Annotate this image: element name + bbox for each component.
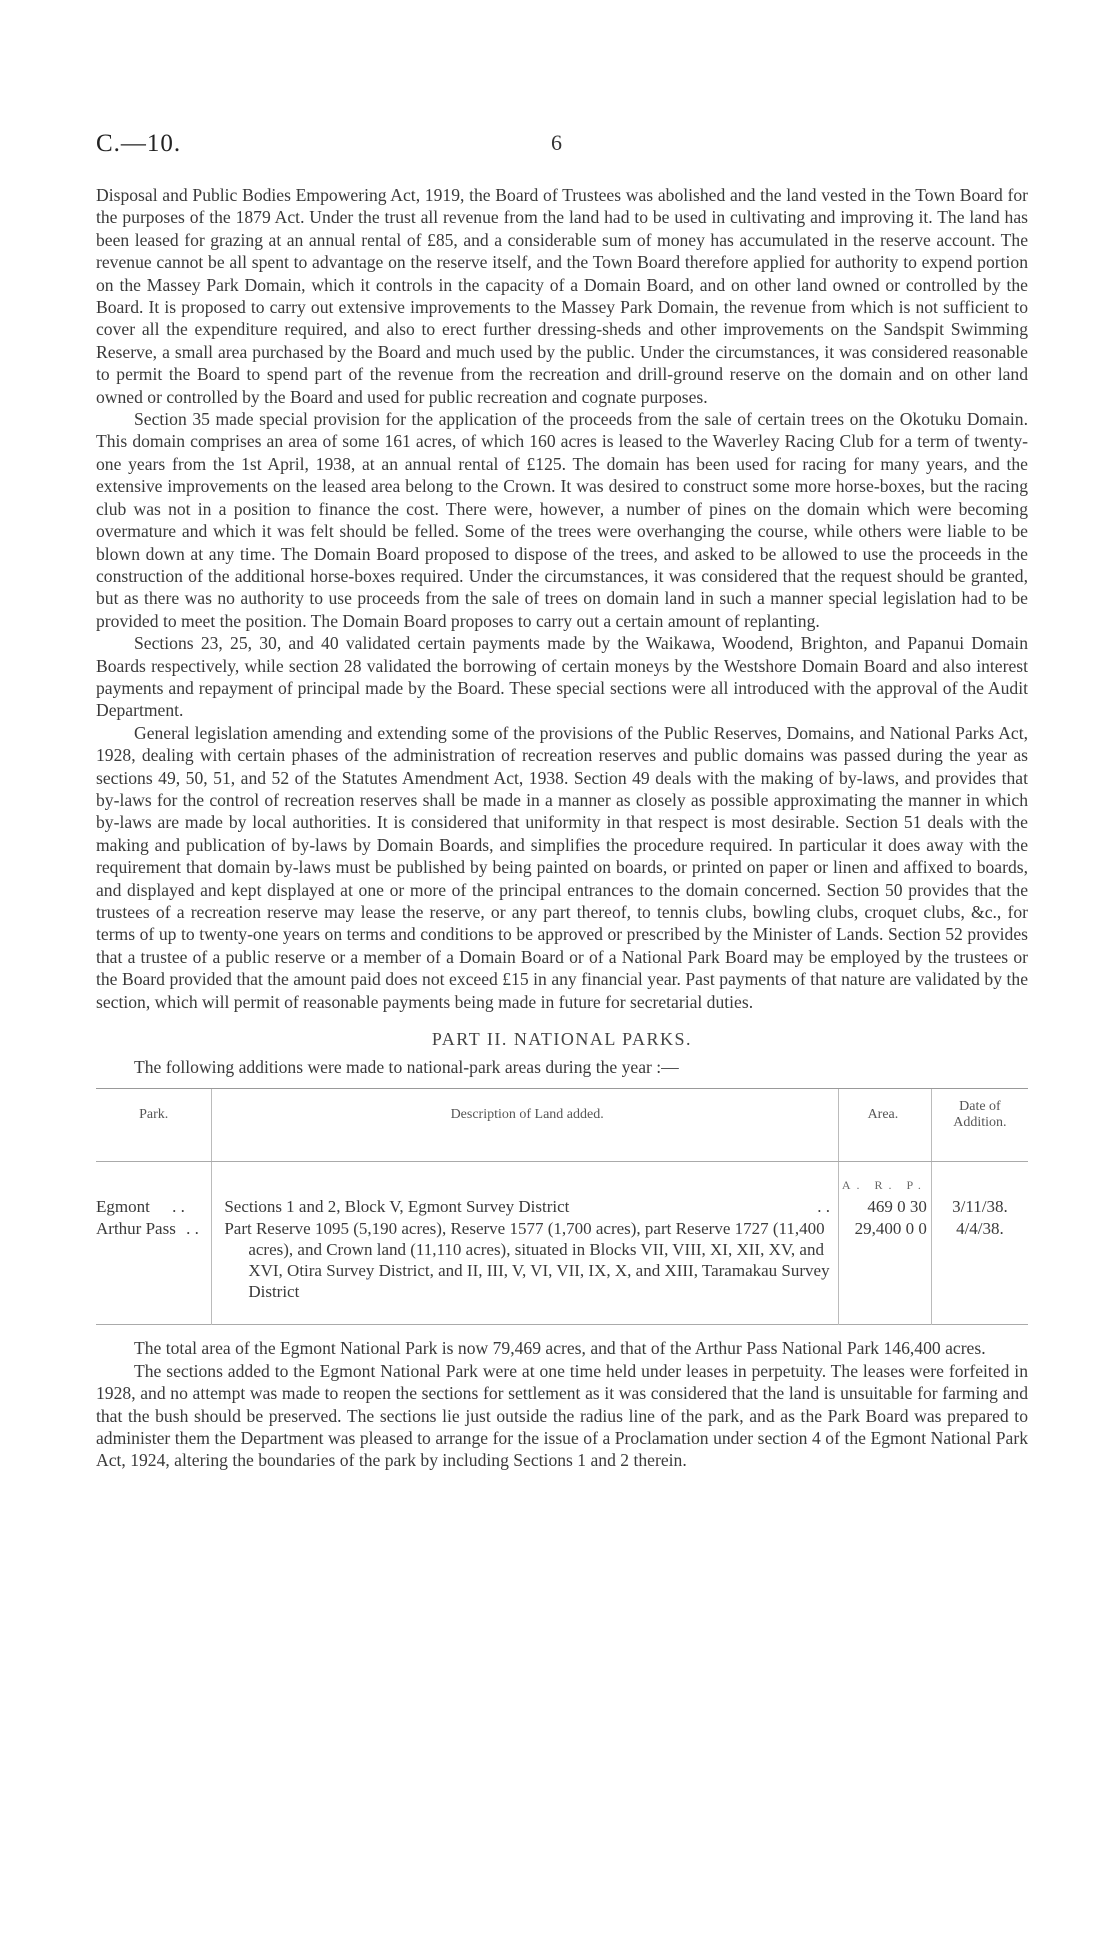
dot-leader: . . [186,1218,199,1238]
row-area [838,1162,931,1218]
dot-leader: . . [172,1197,185,1217]
page-number: 6 [551,130,562,155]
header-area: Area. [838,1089,931,1162]
row-description [212,1162,839,1218]
row-park [96,1162,212,1218]
paragraph-section-35: Section 35 made special provision for the application of the proceeds from the sale of certain trees on the Okotuku Domain. This domain comprises an area of some 161 acres, of which 160 acres is leased to the Waverley Racing Club for a term of twenty-one years from the 1st April, 1938, at an annual rental of £125. The domain has been used for racing for many years, and the extensive improvements on the leased area belong to the Crown. It was desired to construct some more horse-boxes, but the racing club was not in a position to finance the cost. There were, however, a number of pines on the domain which were becoming overmature and which it was felt should be felled. Some of the trees were overhanging the course, while others were liable to be blown down at any time. The Domain Board proposed to dispose of the trees, and asked to be allowed to use the proceeds in the construction of the additional horse-boxes required. Under the circumstances, it was considered that the request should be granted, but as there was no authority to use proceeds from the sale of trees on domain land in such a manner special legislation had to be provided to meet the position. The Domain Board proposes to carry out a certain amount of replanting. [96,409,1028,631]
description-text: Part Reserve 1095 (5,190 acres), Reserve 1577 (1,700 acres), part Reserve 1727 (11,400 acres), and Crown land (11,110 acres), situated in Blocks VII, VIII, XI, XII, XV, and XVI, Otira Survey District, and II, III, V, VI, VII, IX, X, and XIII, Taramakau Survey District [224,1218,830,1302]
table-row [96,1162,1028,1218]
report-reference: C.—10. [96,130,182,157]
row-date: 4/4/38. [931,1218,1028,1325]
paragraph-total-area: The total area of the Egmont National Park is now 79,469 acres, and that of the Arthur Pass National Park 146,400 acres. [134,1338,986,1359]
national-parks-table [96,1088,1028,1325]
row-date: 3/11/38. [931,1162,1028,1218]
description-text: Sections 1 and 2, Block V, Egmont Survey District [224,1197,570,1217]
area-units: A. R. P. [841,1178,927,1193]
row-description [212,1218,839,1325]
header-date: Date of Addition. [931,1089,1028,1162]
area-value: 469 0 30 [867,1197,927,1217]
part-heading: PART II. NATIONAL PARKS. [431,1029,693,1050]
header-park: Park. [96,1089,212,1162]
table-header-row [96,1089,1028,1162]
dot-leader: . . [817,1197,830,1217]
paragraph-continued: Disposal and Public Bodies Empowering Act, 1919, the Board of Trustees was abolished and the land vested in the Town Board for the purposes of the 1879 Act. Under the trust all revenue from the land had to be used in cultivating and improving it. The land has been leased for grazing at an annual rental of £85, and a considerable sum of money has accumulated in the reserve account. The revenue cannot be all spent to advantage on the reserve itself, and the Town Board therefore applied for authority to expend portion on the Massey Park Domain, which it controls in the capacity of a Domain Board, and on other land owned or controlled by the Board. It is proposed to carry out extensive improvements to the Massey Park Domain, the revenue from which is not sufficient to cover all the expenditure required, and also to erect further dressing-sheds and other improvements on the Sandspit Swimming Reserve, a small area purchased by the Board and much used by the public. Under the circumstances, it was considered reasonable to permit the Board to spend part of the revenue from the recreation and drill-ground reserve on the domain and on other land owned or controlled by the Board and used for public recreation and cognate purposes. [96,185,1028,407]
park-name: Arthur Pass [96,1218,176,1238]
row-area: 29,400 0 0 [838,1218,931,1325]
park-name: Egmont [96,1197,150,1217]
table-row [96,1218,1028,1325]
header-description: Description of Land added. [212,1089,839,1162]
paragraph-validations: Sections 23, 25, 30, and 40 validated certain payments made by the Waikawa, Woodend, Brighton, and Papanui Domain Boards respectively, while section 28 validated the borrowing of certain moneys by the Westshore Domain Board and also interest payments and repayment of principal made by the Board. These special sections were all introduced with the approval of the Audit Department. [96,633,1028,721]
row-park [96,1218,212,1325]
paragraph-egmont-sections: The sections added to the Egmont National Park were at one time held under leases in perpetuity. The leases were forfeited in 1928, and no attempt was made to reopen the sections for settlement as it was considered that the land is unsuitable for farming and that the bush should be preserved. The sections lie just outside the radius line of the park, and as the Park Board was prepared to administer them the Department was pleased to arrange for the issue of a Proclamation under section 4 of the Egmont National Park Act, 1924, altering the boundaries of the park by including Sections 1 and 2 therein. [96,1360,1028,1471]
table-intro: The following additions were made to national-park areas during the year :— [134,1057,679,1078]
document-body [96,184,1028,1472]
paragraph-general-legislation: General legislation amending and extending some of the provisions of the Public Reserves, Domains, and National Parks Act, 1928, dealing with certain phases of the administration of recreation reserves and public domains was passed during the year as sections 49, 50, 51, and 52 of the Statutes Amendment Act, 1938. Section 49 deals with the making of by-laws, and provides that by-laws for the control of recreation reserves shall be made in a manner as closely as possible approximating the manner in which by-laws are made by local authorities. It is considered that uniformity in that respect is most desirable. Section 51 deals with the making and publication of by-laws by Domain Boards, and simplifies the procedure required. In particular it does away with the requirement that domain by-laws must be published by being painted on boards, or printed on paper or linen and affixed to boards, and displayed and kept displayed at one or more of the principal entrances to the domain concerned. Section 50 provides that the trustees of a recreation reserve may lease the reserve, or any part thereof, to tennis clubs, bowling clubs, croquet clubs, &c., for terms of up to twenty-one years on terms and conditions to be approved or prescribed by the Minister of Lands. Section 52 provides that a trustee of a public reserve or a member of a Domain Board or of a National Park Board may be employed by the trustees or the Board provided that the amount paid does not exceed £15 in any financial year. Past payments of that nature are validated by the section, which will permit of reasonable payments being made in future for secretarial duties. [96,722,1028,1012]
